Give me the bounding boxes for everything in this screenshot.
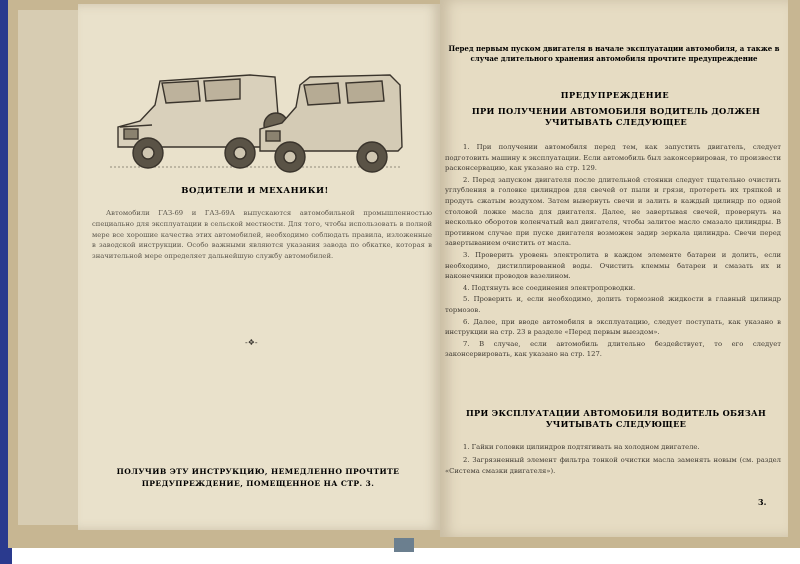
list-item: 6. Далее, при вводе автомобиля в эксплуатацию, следует поступать, как указано в инструкции на стр. 23 в разделе «Перед первым выездом». (445, 317, 781, 337)
list-item: 4. Подтянуть все соединения электропроводки. (463, 283, 636, 292)
list-item: 7. В случае, если автомобиль длительно бездействует, то его следует законсервировать, как указано на стр. 127. (445, 339, 781, 359)
left-page-heading: ВОДИТЕЛИ И МЕХАНИКИ! (181, 186, 329, 196)
section2-list (445, 442, 781, 479)
book-spine-edge (394, 538, 414, 552)
list-item: 2. Перед запуском двигателя после длительной стоянки следует тщательно очистить углубления в головке цилиндров для свечей от пыли и грязи, протереть их тряпкой и продуть сжатым воздухом. Затем вывернуть свечи и залить в каждый цилиндр по одной столовой ложке масла для двигателя. Далее, не завертывая свечей, провернуть на несколько оборотов коленчатый вал двигателя, чтобы залитое масло смазало цилиндры. В противном случае при пуске двигателя возможен задир зеркала цилиндра. Свечи перед завертыванием очистить от масла. (445, 175, 781, 248)
page-stack-shadow (18, 10, 84, 525)
page-number: 3. (758, 497, 767, 507)
left-page-body-text: Автомобили ГАЗ-69 и ГАЗ-69А выпускаются автомобильной промышленностью специально для эксплуатации в сельской местности. Для того, чтобы использовать в полной мере все хорошие качества этих автомобилей, необходимо соблюдать правила, изложенные в заводской инструкции. Особо важными являются указания завода по обкатке, которая в значительной мере определяет дальнейшую службу автомобилей. (92, 209, 432, 261)
left-page-warning: ПОЛУЧИВ ЭТУ ИНСТРУКЦИЮ, НЕМЕДЛЕННО ПРОЧТИТЕ ПРЕДУПРЕЖДЕНИЕ, ПОМЕЩЕННОЕ НА СТР. 3. (116, 467, 400, 488)
truck-closed-top-drawing (118, 75, 288, 168)
warning-heading: ПРЕДУПРЕЖДЕНИЕ (560, 90, 670, 100)
ornament-divider: -❖- (245, 338, 258, 347)
section1-list (445, 142, 781, 361)
list-item: 2. Загрязненный элемент фильтра тонкой очистки масла заменять новым (см. раздел «Система смазки двигателя»). (445, 456, 781, 475)
truck-canvas-top-drawing (260, 75, 402, 172)
list-item: 1. При получении автомобиля перед тем, как запустить двигатель, следует подготовить машину к эксплуатации. Если автомобиль был законсервирован, то произвести расконсервацию, как указано на стр. 129. (445, 143, 781, 173)
right-page-top-note: Перед первым пуском двигателя в начале эксплуатации автомобиля, а также в случае длительного хранения автомобиля прочтите предупреждение (448, 44, 780, 63)
section2-heading: ПРИ ЭКСПЛУАТАЦИИ АВТОМОБИЛЯ ВОДИТЕЛЬ ОБЯЗАН УЧИТЫВАТЬ СЛЕДУЮЩЕЕ (465, 408, 767, 429)
list-item: 3. Проверить уровень электролита в каждом элементе батареи и долить, если необходимо, дистиллированной воды. Очистить клеммы батареи и смазать их и наконечники проводов вазелином. (445, 250, 781, 281)
section1-heading: ПРИ ПОЛУЧЕНИИ АВТОМОБИЛЯ ВОДИТЕЛЬ ДОЛЖЕН УЧИТЫВАТЬ СЛЕДУЮЩЕЕ (471, 106, 761, 127)
trucks-illustration (100, 55, 420, 185)
list-item: 5. Проверить и, если необходимо, долить тормозной жидкости в главный цилиндр тормозов. (445, 295, 781, 314)
list-item: 1. Гайки головки цилиндров подтягивать на холодном двигателе. (463, 443, 700, 451)
